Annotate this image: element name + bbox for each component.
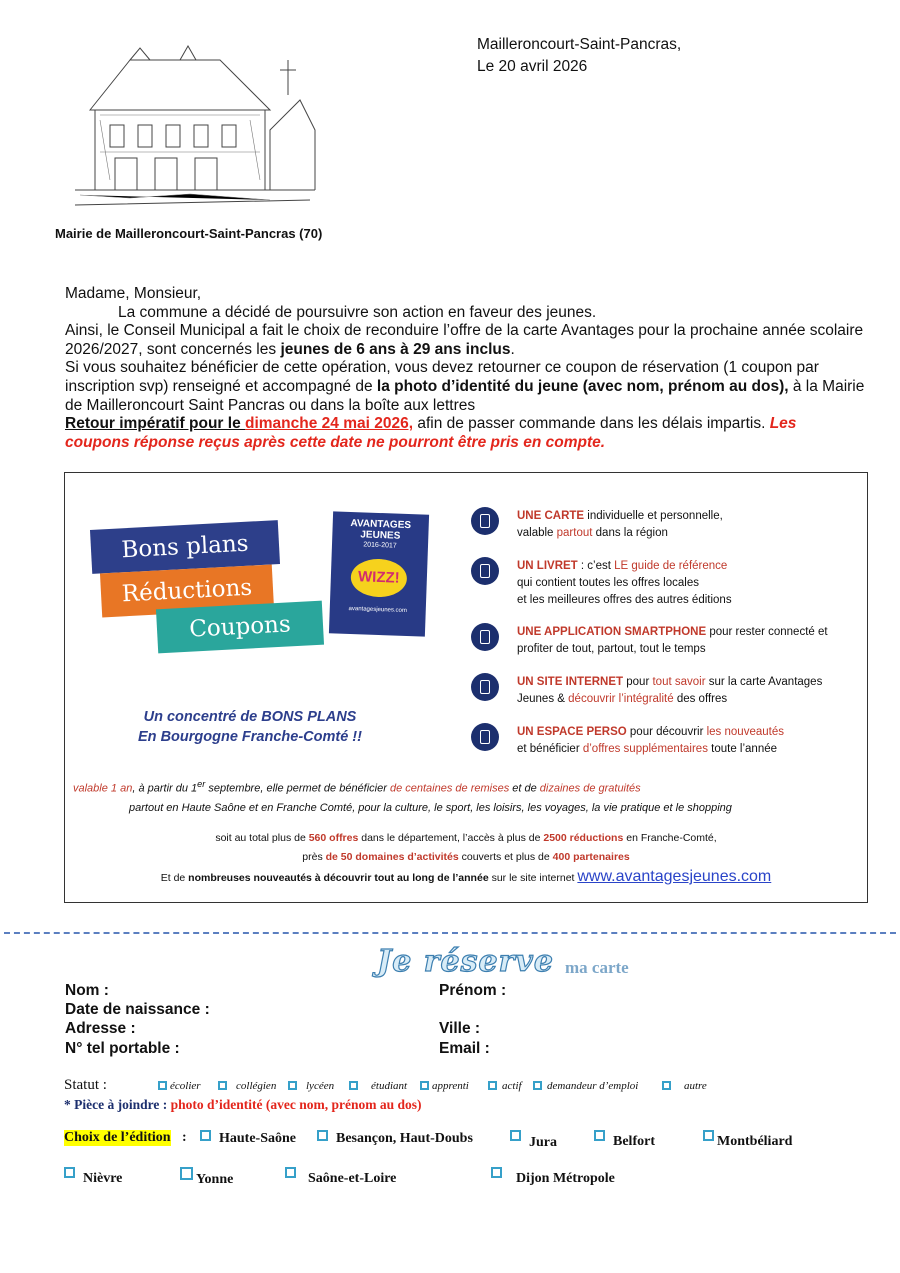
checkbox[interactable]	[533, 1081, 542, 1090]
checkbox[interactable]	[288, 1081, 297, 1090]
date: Le 20 avril 2026	[477, 58, 588, 75]
edition-option[interactable]: Jura	[510, 1130, 557, 1151]
banner-coupons: Coupons	[156, 601, 324, 654]
statut-option[interactable]: demandeur d’emploi	[533, 1080, 638, 1092]
edition-label: Choix de l’édition	[64, 1130, 171, 1145]
field-adresse[interactable]: Adresse :	[65, 1020, 136, 1037]
statut-row	[64, 1077, 864, 1097]
form-subtitle: ma carte	[565, 958, 629, 977]
promo-box: Bons plans Réductions Coupons AVANTAGES JEUNES 2016-2017 WIZZ! avantagesjeunes.com Un concentré de BONS PLANS En Bourgogne Franche-Comté !! UNE CARTE individuelle et personnelle, valable partout dans la région UN LIVRET : c’est LE guide de référence qui contient toutes les offres locales et les meilleures offres des autres éditions UNE APPLICATION SMARTPHONE pour rester connecté et profiter de tout, partout, tout le temps UN SITE INTERNET pour tout savoir sur la carte Avantages Jeunes & découvrir l’intégralité des offres UN ESPACE PERSO pour découvrir les nouveautés et bénéficier d’offres supplémentaires toute l’année valable 1 an, à partir du 1er septembre, elle permet de bénéficier de centaines de remises et de dizaines de gratuités partout en Haute Saône et en Franche Comté, pour la culture, le sport, les loisirs, les voyages, la vie pratique et le shopping soit au total plus de 560 offres dans le département, l’accès à plus de 2500 réductions en Franche-Comté, près de 50 domaines d’activités couverts et plus de 400 partenaires Et de nombreuses nouveautés à découvrir tout au long de l’année sur le site internet www.avantagesjeunes.com	[64, 472, 868, 903]
field-prenom[interactable]: Prénom :	[439, 982, 507, 999]
statut-option[interactable]: collégien	[218, 1080, 276, 1092]
edition-option[interactable]: Saône-et-Loire	[285, 1167, 396, 1187]
field-nom[interactable]: Nom :	[65, 982, 109, 999]
checkbox[interactable]	[420, 1081, 429, 1090]
user-icon	[471, 723, 499, 751]
paragraph-3: Si vous souhaitez bénéficier de cette opération, vous devez retourner ce coupon de réservation (1 coupon par inscription svp) renseigné et accompagné de la photo d’identité du jeune (avec nom, prénom au dos), à la Mairie de Mailleroncourt Saint Pancras ou dans la boîte aux lettres	[65, 359, 865, 414]
checkbox[interactable]	[158, 1081, 167, 1090]
field-email[interactable]: Email :	[439, 1040, 490, 1057]
statut-label: Statut :	[64, 1077, 107, 1093]
checkbox[interactable]	[510, 1130, 521, 1141]
field-date-naissance[interactable]: Date de naissance :	[65, 1001, 210, 1018]
checkbox[interactable]	[180, 1167, 193, 1180]
piece-a-joindre: * Pièce à joindre : photo d’identité (avec nom, prénom au dos)	[64, 1097, 422, 1112]
statut-option[interactable]: écolier	[158, 1080, 201, 1092]
town-hall-sketch-image	[70, 40, 320, 220]
statut-option[interactable]: apprenti	[420, 1080, 469, 1092]
site-link[interactable]: www.avantagesjeunes.com	[577, 868, 772, 885]
totals-text: soit au total plus de 560 offres dans le département, l’accès à plus de 2500 réductions en Franche-Comté, près de 50 domaines d’activités couverts et plus de 400 partenaires Et de nombreuses nouveautés à découvrir tout au long de l’année sur le site internet www.avantagesjeunes.com	[160, 832, 772, 885]
checkbox[interactable]	[64, 1167, 75, 1178]
checkbox[interactable]	[594, 1130, 605, 1141]
edition-option[interactable]: Yonne	[180, 1167, 233, 1188]
edition-option[interactable]: Belfort	[594, 1130, 655, 1150]
field-tel-portable[interactable]: N° tel portable :	[65, 1040, 180, 1057]
concentre-slogan: Un concentré de BONS PLANS En Bourgogne Franche-Comté !!	[138, 709, 362, 745]
checkbox[interactable]	[703, 1130, 714, 1141]
checkbox[interactable]	[218, 1081, 227, 1090]
greeting: Madame, Monsieur,	[65, 285, 202, 302]
statut-option[interactable]: lycéen	[288, 1080, 334, 1092]
edition-option[interactable]: Nièvre	[64, 1167, 122, 1187]
place-date	[477, 34, 681, 78]
letter-body	[65, 285, 865, 452]
banner-bons-plans: Bons plans	[90, 520, 280, 574]
checkbox[interactable]	[285, 1167, 296, 1178]
form-title: Je réserve	[377, 944, 554, 979]
booklet-title: AVANTAGES JEUNES	[350, 517, 412, 542]
edition-row-2	[64, 1166, 864, 1188]
edition-option[interactable]: Dijon Métropole	[491, 1167, 615, 1187]
paragraph-2: Ainsi, le Conseil Municipal a fait le choix de reconduire l’offre de la carte Avantages pour la prochaine année scolaire 2026/2027, sont concernés les jeunes de 6 ans à 29 ans inclus.	[65, 322, 864, 358]
return-deadline: Retour impératif pour le dimanche 24 mai 2026, afin de passer commande dans les délais impartis. Les coupons réponse reçus après cette date ne pourront être pris en compte.	[65, 415, 797, 451]
checkbox[interactable]	[200, 1130, 211, 1141]
booklet-url: avantagesjeunes.com	[348, 605, 408, 614]
checkbox[interactable]	[491, 1167, 502, 1178]
card-icon	[471, 507, 499, 535]
edition-option[interactable]: Haute-Saône	[200, 1130, 296, 1147]
cut-line	[4, 932, 896, 934]
validity-text: valable 1 an, à partir du 1er septembre, elle permet de bénéficier de centaines de remises et de dizaines de gratuités partout en Haute Saône et en Franche Comté, pour la culture, le sport, les loisirs, les voyages, la vie pratique et le shopping	[73, 779, 732, 814]
statut-option[interactable]: autre	[662, 1080, 707, 1092]
banner-reductions: Réductions	[100, 565, 274, 618]
smartphone-icon	[471, 623, 499, 651]
checkbox[interactable]	[662, 1081, 671, 1090]
checkbox[interactable]	[349, 1081, 358, 1090]
checkbox[interactable]	[317, 1130, 328, 1141]
mairie-caption: Mairie de Mailleroncourt-Saint-Pancras (70)	[55, 226, 323, 241]
checkbox[interactable]	[488, 1081, 497, 1090]
booklet-years: 2016-2017	[363, 541, 397, 550]
computer-icon	[471, 673, 499, 701]
statut-option[interactable]: actif	[488, 1080, 522, 1092]
edition-option[interactable]: Montbéliard	[703, 1130, 792, 1150]
booklet-badge: WIZZ!	[350, 558, 407, 598]
field-ville[interactable]: Ville :	[439, 1020, 481, 1037]
statut-option[interactable]: étudiant	[349, 1080, 407, 1092]
edition-row-1: Choix de l’édition : Haute-Saône Besançon, Haut-Doubs Jura Belfort Montbéliard	[64, 1130, 793, 1150]
paragraph-1: La commune a décidé de poursuivre son action en faveur des jeunes.	[118, 303, 597, 321]
booklet-cover	[329, 511, 429, 636]
place: Mailleroncourt-Saint-Pancras,	[477, 36, 682, 53]
edition-option[interactable]: Besançon, Haut-Doubs	[317, 1130, 473, 1147]
book-icon	[471, 557, 499, 585]
